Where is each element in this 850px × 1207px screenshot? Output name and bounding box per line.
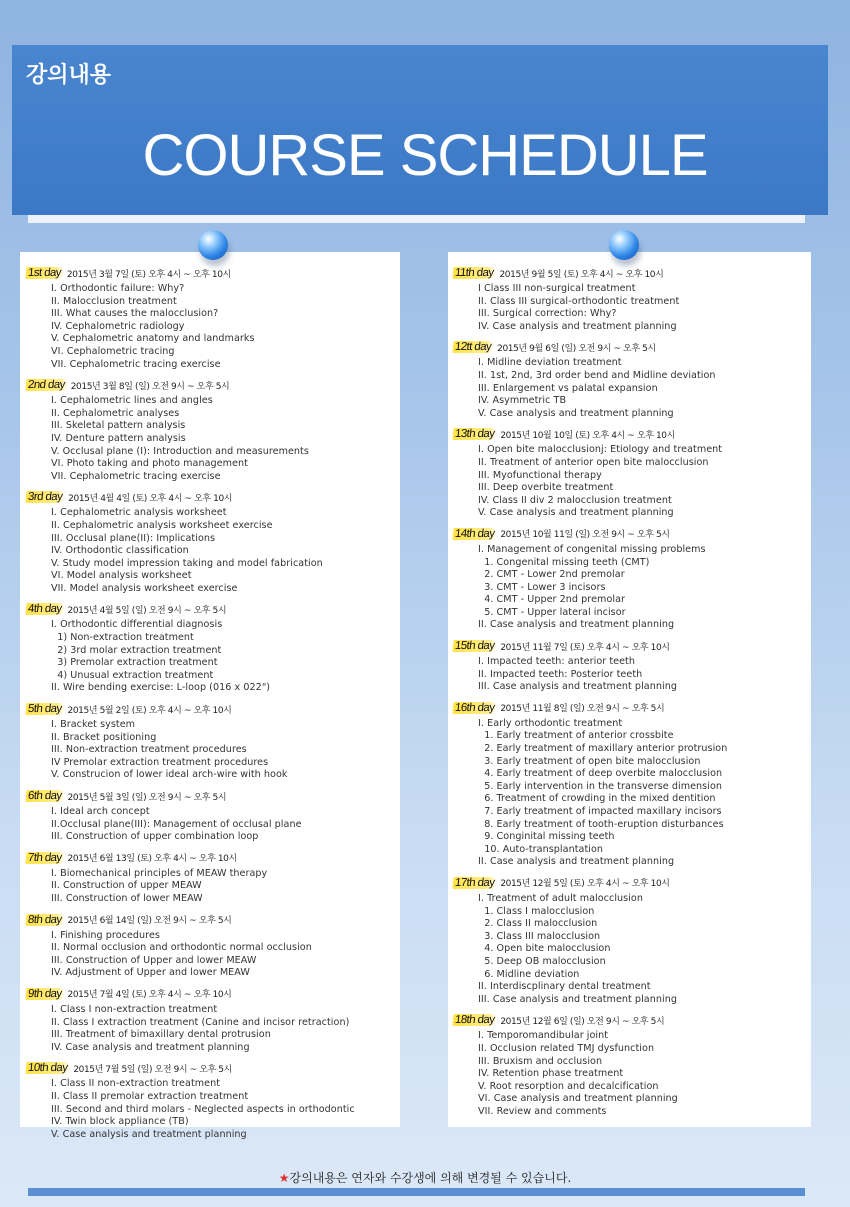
page-title-korean: 강의내용 <box>26 63 112 88</box>
day-date: 2015년 3월 8일 (일) 오전 9시 ~ 오후 5시 <box>70 381 230 392</box>
topic-item: V. Study model impression taking and model fabrication <box>51 557 323 569</box>
topic-item: I. Midline deviation treatment <box>478 357 622 369</box>
topic-list <box>478 656 808 694</box>
day-block <box>26 265 396 371</box>
topic-item: II. Treatment of anterior open bite malocclusion <box>478 456 709 468</box>
day-header <box>26 912 396 928</box>
page-title: COURSE SCHEDULE <box>142 123 708 188</box>
topic-item: III. Non-extraction treatment procedures <box>51 744 247 756</box>
day-date: 2015년 5월 3일 (일) 오전 9시 ~ 오후 5시 <box>67 792 227 803</box>
topic-item: I Class III non-surgical treatment <box>478 283 636 294</box>
footer-note-text: 강의내용은 연자와 수강생에 의해 변경될 수 있습니다. <box>289 1171 572 1185</box>
topic-item: II. Class I extraction treatment (Canine and incisor retraction) <box>51 1016 350 1028</box>
topic-item: I. Management of congenital missing problems <box>478 543 706 555</box>
topic-item: I. Early orthodontic treatment <box>478 717 623 729</box>
topic-item: V. Occlusal plane (I): Introduction and measurements <box>51 445 309 457</box>
day-label: 10th day <box>25 1062 71 1074</box>
topic-item: 4. Early treatment of deep overbite malocclusion <box>478 768 723 780</box>
topic-list <box>478 1030 808 1118</box>
topic-item: V. Case analysis and treatment planning <box>51 1128 247 1140</box>
topic-item: 2) 3rd molar extraction treatment <box>51 644 222 656</box>
topic-item: III. Treatment of bimaxillary dental protrusion <box>51 1029 271 1041</box>
topic-item: I. Impacted teeth: anterior teeth <box>478 656 635 668</box>
topic-item: VII. Model analysis worksheet exercise <box>51 582 238 594</box>
topic-item: VI. Cephalometric tracing <box>51 345 175 357</box>
day-header <box>453 1012 808 1028</box>
topic-item: I. Cephalometric analysis worksheet <box>51 507 227 519</box>
day-label: 7th day <box>25 852 65 864</box>
blue-sphere-icon <box>609 230 639 260</box>
day-label: 2nd day <box>25 379 68 391</box>
topic-item: II. Impacted teeth: Posterior teeth <box>478 668 643 680</box>
topic-item: IV. Case analysis and treatment planning <box>51 1041 250 1053</box>
topic-item: 2. Class II malocclusion <box>478 918 598 930</box>
day-block <box>453 700 808 869</box>
topic-item: IV. Orthodontic classification <box>51 545 189 557</box>
day-date: 2015년 12월 5일 (토) 오후 4시 ~ 오후 10시 <box>500 879 670 890</box>
day-date: 2015년 12월 6일 (일) 오전 9시 ~ 오후 5시 <box>500 1016 665 1027</box>
topic-item: 3. Class III malocclusion <box>478 930 601 942</box>
topic-list <box>478 544 808 632</box>
day-block <box>26 850 396 906</box>
topic-item: 8. Early treatment of tooth-eruption disturbances <box>478 818 724 830</box>
topic-item: III. Skeletal pattern analysis <box>51 420 186 432</box>
day-label: 15th day <box>452 640 498 652</box>
topic-item: II. Normal occlusion and orthodontic normal occlusion <box>51 942 312 954</box>
day-date: 2015년 4월 4일 (토) 오후 4시 ~ 오후 10시 <box>68 493 233 504</box>
day-label: 6th day <box>25 790 65 802</box>
topic-item: IV. Cephalometric radiology <box>51 320 185 332</box>
day-date: 2015년 7월 4일 (토) 오후 4시 ~ 오후 10시 <box>67 990 232 1001</box>
topic-item: 6. Midline deviation <box>478 968 580 980</box>
topic-item: II. Case analysis and treatment planning <box>478 856 675 868</box>
day-date: 2015년 5월 2일 (토) 오후 4시 ~ 오후 10시 <box>67 705 232 716</box>
topic-item: III. What causes the malocclusion? <box>51 308 219 320</box>
topic-item: II. Interdiscplinary dental treatment <box>478 981 651 993</box>
topic-item: II. 1st, 2nd, 3rd order bend and Midline deviation <box>478 369 716 381</box>
topic-item: VI. Photo taking and photo management <box>51 458 248 470</box>
topic-item: III. Construction of lower MEAW <box>51 892 203 904</box>
day-block <box>26 601 396 695</box>
topic-item: 10. Auto-transplantation <box>478 843 604 855</box>
topic-list <box>51 395 396 483</box>
topic-item: I. Orthodontic differential diagnosis <box>51 619 223 631</box>
day-date: 2015년 10월 11일 (일) 오전 9시 ~ 오후 5시 <box>500 530 670 541</box>
topic-item: III. Deep overbite treatment <box>478 482 614 494</box>
day-label: 8th day <box>25 914 65 926</box>
day-date: 2015년 6월 13일 (토) 오후 4시 ~ 오후 10시 <box>67 854 237 865</box>
day-block <box>453 875 808 1006</box>
day-label: 11th day <box>452 267 497 279</box>
topic-list <box>478 283 808 333</box>
topic-item: I. Ideal arch concept <box>51 806 150 817</box>
day-block <box>26 701 396 782</box>
day-label: 18th day <box>452 1014 498 1026</box>
day-block <box>26 1060 396 1141</box>
day-block <box>26 912 396 980</box>
topic-list <box>478 893 808 1006</box>
day-header <box>26 986 396 1002</box>
topic-list <box>478 444 808 520</box>
day-header <box>453 339 808 355</box>
day-date: 2015년 11월 8일 (일) 오전 9시 ~ 오후 5시 <box>500 704 665 715</box>
topic-item: V. Case analysis and treatment planning <box>478 507 674 519</box>
topic-item: II. Occlusion related TMJ dysfunction <box>478 1042 655 1054</box>
topic-item: 4. Open bite malocclusion <box>478 943 611 955</box>
topic-item: I. Class II non-extraction treatment <box>51 1078 221 1090</box>
day-label: 13th day <box>452 428 498 440</box>
footer-note <box>0 1169 850 1186</box>
topic-list <box>51 1004 396 1054</box>
topic-item: IV. Class II div 2 malocclusion treatment <box>478 494 672 506</box>
topic-list <box>51 283 396 371</box>
topic-item: 5. Early intervention in the transverse dimension <box>478 780 722 792</box>
topic-list <box>51 619 396 695</box>
topic-item: V. Construcion of lower ideal arch-wire with hook <box>51 769 288 781</box>
topic-item: III. Case analysis and treatment planning <box>478 681 677 693</box>
blue-sphere-icon <box>198 230 228 260</box>
day-block <box>26 377 396 483</box>
day-label: 14th day <box>452 528 498 540</box>
topic-item: I. Biomechanical principles of MEAW therapy <box>51 867 268 879</box>
topic-item: V. Root resorption and decalcification <box>478 1080 659 1092</box>
day-date: 2015년 10월 10일 (토) 오후 4시 ~ 오후 10시 <box>500 430 675 441</box>
day-header <box>26 489 396 505</box>
topic-item: V. Cephalometric anatomy and landmarks <box>51 333 255 345</box>
topic-item: II. Cephalometric analysis worksheet exercise <box>51 519 273 531</box>
day-label: 1st day <box>25 267 64 279</box>
schedule-column-left <box>26 265 396 1147</box>
topic-item: IV. Twin block appliance (TB) <box>51 1116 189 1128</box>
day-block <box>453 426 808 520</box>
schedule-column-right <box>453 265 808 1124</box>
day-header <box>453 265 808 281</box>
topic-item: 1. Early treatment of anterior crossbite <box>478 730 674 742</box>
topic-list <box>51 507 396 595</box>
topic-list <box>51 806 396 844</box>
topic-item: II. Bracket positioning <box>51 731 157 743</box>
topic-item: VII. Cephalometric tracing exercise <box>51 470 221 482</box>
day-block <box>453 526 808 632</box>
day-date: 2015년 11월 7일 (토) 오후 4시 ~ 오후 10시 <box>500 642 670 653</box>
day-date: 2015년 7월 5일 (일) 오전 9시 ~ 오후 5시 <box>73 1064 232 1075</box>
topic-item: III. Second and third molars - Neglected aspects in orthodontic <box>51 1103 355 1115</box>
topic-list <box>51 930 396 980</box>
banner-underline <box>28 215 805 223</box>
day-block <box>26 986 396 1054</box>
topic-item: III. Bruxism and occlusion <box>478 1055 603 1067</box>
topic-item: I. Treatment of adult malocclusion <box>478 892 643 904</box>
topic-item: II.Occlusal plane(III): Management of occlusal plane <box>51 818 302 830</box>
day-header <box>26 850 396 866</box>
topic-item: 9. Conginital missing teeth <box>478 831 615 843</box>
day-label: 12tt day <box>452 341 494 353</box>
topic-item: II. Case analysis and treatment planning <box>478 619 675 631</box>
topic-item: VI. Model analysis worksheet <box>51 570 192 582</box>
day-block <box>453 638 808 694</box>
day-block <box>453 265 808 333</box>
topic-item: III. Construction of upper combination loop <box>51 831 259 843</box>
topic-list <box>478 357 808 420</box>
star-icon: ★ <box>278 1171 290 1185</box>
topic-item: IV. Retention phase treatment <box>478 1068 624 1080</box>
topic-item: II. Cephalometric analyses <box>51 407 180 419</box>
topic-item: 7. Early treatment of impacted maxillary incisors <box>478 806 722 817</box>
day-header <box>453 526 808 542</box>
topic-item: III. Case analysis and treatment planning <box>478 993 677 1005</box>
topic-item: IV Premolar extraction treatment procedures <box>51 756 269 768</box>
topic-item: I. Open bite malocclusionj: Etiology and treatment <box>478 444 723 456</box>
day-date: 2015년 4월 5일 (일) 오전 9시 ~ 오후 5시 <box>67 605 227 616</box>
topic-item: VII. Cephalometric tracing exercise <box>51 358 221 370</box>
topic-item: 6. Treatment of crowding in the mixed dentition <box>478 793 716 805</box>
footer-bar <box>28 1188 805 1196</box>
day-label: 5th day <box>25 703 65 715</box>
topic-item: I. Cephalometric lines and angles <box>51 395 213 407</box>
topic-item: I. Class I non-extraction treatment <box>51 1003 218 1015</box>
topic-list <box>51 868 396 906</box>
topic-item: III. Surgical correction: Why? <box>478 308 617 320</box>
topic-list <box>478 718 808 869</box>
day-block <box>26 489 396 595</box>
day-date: 2015년 9월 6일 (일) 오전 9시 ~ 오후 5시 <box>497 343 656 354</box>
topic-item: IV. Denture pattern analysis <box>51 432 186 444</box>
day-label: 3rd day <box>25 491 65 503</box>
topic-item: II. Construction of upper MEAW <box>51 880 202 892</box>
topic-item: 3. Early treatment of open bite malocclusion <box>478 755 701 767</box>
day-header <box>26 701 396 717</box>
day-date: 2015년 9월 5일 (토) 오후 4시 ~ 오후 10시 <box>499 269 664 280</box>
topic-item: II. Wire bending exercise: L-loop (016 x 022") <box>51 682 271 694</box>
topic-item: V. Case analysis and treatment planning <box>478 407 674 419</box>
topic-item: 5. CMT - Upper lateral incisor <box>478 606 626 618</box>
day-label: 9th day <box>25 988 65 1000</box>
topic-item: 3) Premolar extraction treatment <box>51 657 218 669</box>
topic-item: 2. CMT - Lower 2nd premolar <box>478 569 625 581</box>
day-header <box>453 426 808 442</box>
day-header <box>26 377 396 393</box>
topic-item: 2. Early treatment of maxillary anterior protrusion <box>478 743 728 755</box>
topic-item: I. Finishing procedures <box>51 929 160 941</box>
day-header <box>26 1060 396 1076</box>
day-label: 16th day <box>452 702 498 714</box>
day-header <box>26 788 396 804</box>
day-header <box>453 875 808 891</box>
topic-item: III. Enlargement vs palatal expansion <box>478 382 658 394</box>
topic-item: 4) Unusual extraction treatment <box>51 669 214 681</box>
topic-item: I. Temporomandibular joint <box>478 1030 609 1042</box>
topic-item: II. Malocclusion treatment <box>51 295 177 307</box>
topic-item: III. Occlusal plane(II): Implications <box>51 532 216 544</box>
day-header <box>26 601 396 617</box>
day-block <box>453 339 808 420</box>
topic-item: I. Bracket system <box>51 719 136 731</box>
day-block <box>26 788 396 844</box>
topic-item: 4. CMT - Upper 2nd premolar <box>478 594 625 606</box>
topic-item: 1. Congenital missing teeth (CMT) <box>478 556 650 568</box>
day-label: 17th day <box>452 877 498 889</box>
topic-list <box>51 1078 396 1141</box>
topic-item: VII. Review and comments <box>478 1105 607 1117</box>
day-block <box>453 1012 808 1118</box>
topic-item: III. Myofunctional therapy <box>478 469 602 481</box>
topic-item: III. Construction of Upper and lower MEAW <box>51 954 257 966</box>
topic-item: IV. Adjustment of Upper and lower MEAW <box>51 967 250 979</box>
day-label: 4th day <box>25 603 65 615</box>
topic-item: 1. Class I malocclusion <box>478 905 595 917</box>
topic-list <box>51 719 396 782</box>
topic-item: 1) Non-extraction treatment <box>51 632 194 644</box>
topic-item: I. Orthodontic failure: Why? <box>51 283 185 294</box>
day-header <box>453 638 808 654</box>
day-header <box>26 265 396 281</box>
day-header <box>453 700 808 716</box>
topic-item: 3. CMT - Lower 3 incisors <box>478 581 606 593</box>
topic-item: VI. Case analysis and treatment planning <box>478 1093 678 1105</box>
day-date: 2015년 3월 7일 (토) 오후 4시 ~ 오후 10시 <box>66 269 231 280</box>
day-date: 2015년 6월 14일 (일) 오전 9시 ~ 오후 5시 <box>67 916 232 927</box>
topic-item: IV. Case analysis and treatment planning <box>478 320 677 332</box>
topic-item: IV. Asymmetric TB <box>478 395 567 407</box>
topic-item: II. Class III surgical-orthodontic treatment <box>478 295 680 307</box>
topic-item: 5. Deep OB malocclusion <box>478 955 606 967</box>
topic-item: II. Class II premolar extraction treatment <box>51 1090 249 1102</box>
